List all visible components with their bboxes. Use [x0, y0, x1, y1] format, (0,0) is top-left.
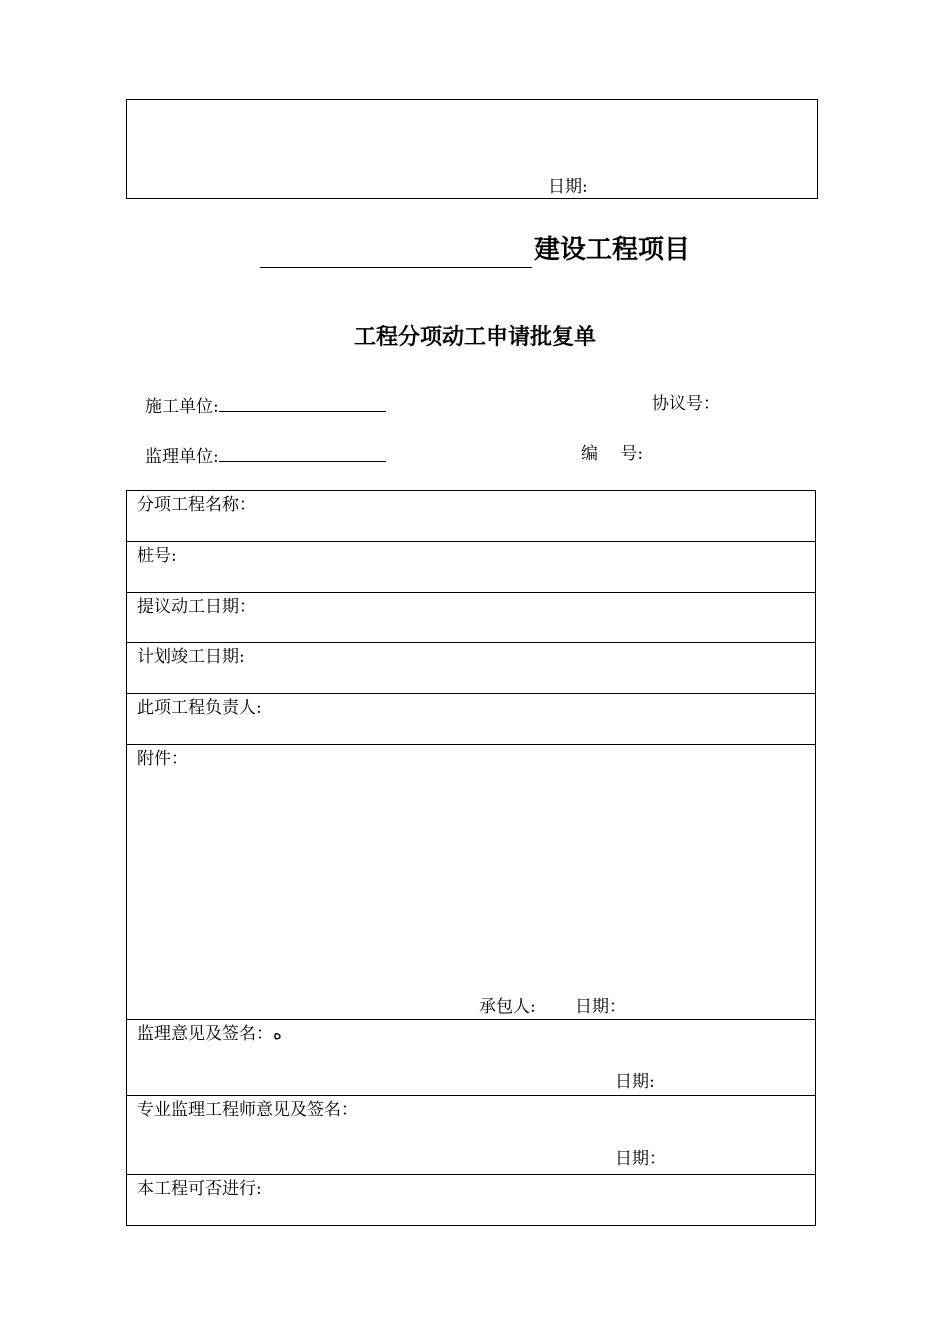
engineer-opinion-label: 专业监理工程师意见及签名：	[137, 1100, 358, 1120]
supervision-unit-blank	[219, 444, 386, 462]
engineer-date-label: 日期：	[615, 1149, 666, 1169]
contractor-label: 承包人:	[479, 997, 536, 1017]
project-title-text: 建设工程项目	[533, 235, 690, 265]
stake-no-label: 桩号:	[137, 546, 177, 566]
construction-unit-label: 施工单位:	[145, 397, 219, 417]
supervision-date-label: 日期:	[615, 1072, 655, 1092]
application-form-table	[126, 490, 816, 1226]
planned-finish-label: 计划竣工日期:	[137, 647, 245, 667]
attachments-label: 附件：	[137, 749, 188, 769]
can-proceed-label: 本工程可否进行:	[137, 1179, 262, 1199]
construction-unit-blank	[219, 394, 386, 412]
supervision-unit-line	[145, 444, 386, 467]
attachments-date-label: 日期：	[575, 997, 626, 1017]
agreement-no-label: 协议号：	[652, 394, 720, 414]
proposed-start-label: 提议动工日期：	[137, 597, 256, 617]
construction-unit-line	[145, 394, 386, 417]
row-stake-no	[127, 542, 815, 593]
subitem-name-label: 分项工程名称：	[137, 495, 256, 515]
row-supervision-opinion	[127, 1020, 815, 1096]
row-planned-finish	[127, 643, 815, 694]
row-person-in-charge	[127, 694, 815, 745]
row-attachments	[127, 745, 815, 1020]
row-engineer-opinion	[127, 1096, 815, 1175]
form-title: 工程分项动工申请批复单	[353, 324, 596, 350]
top-date-label: 日期:	[548, 177, 588, 197]
row-subitem-name	[127, 491, 815, 542]
row-can-proceed	[127, 1175, 815, 1225]
top-signature-box	[126, 99, 818, 199]
project-title	[0, 232, 950, 268]
project-name-blank	[260, 239, 532, 268]
row-proposed-start	[127, 593, 815, 643]
supervision-unit-label: 监理单位:	[145, 447, 219, 467]
supervision-opinion-label: 监理意见及签名：ه	[137, 1024, 282, 1044]
person-in-charge-label: 此项工程负责人:	[137, 698, 262, 718]
serial-no-label: 编 号:	[581, 444, 644, 464]
